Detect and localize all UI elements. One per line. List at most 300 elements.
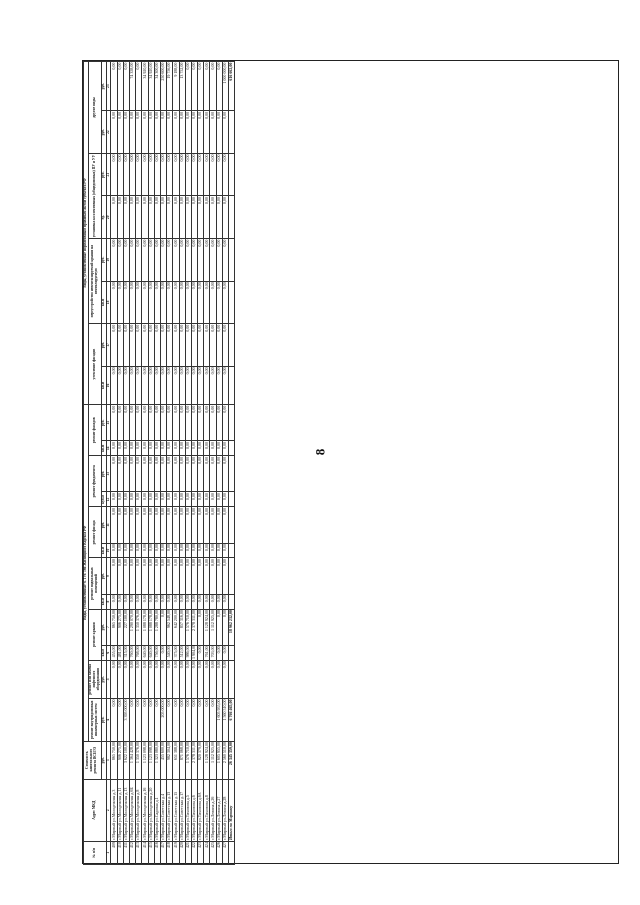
- row-zero-cell: 0,00: [117, 456, 123, 492]
- row-other: 0,00: [117, 62, 123, 111]
- unit-cell: кв.м: [101, 594, 106, 609]
- row-other: 1 000 000,00: [222, 62, 228, 111]
- header-facade-group: ремонт фасадов: [88, 405, 101, 456]
- row-zero-cell: 0,00: [154, 405, 160, 441]
- row-zero-cell: 0,00: [160, 558, 166, 594]
- row-zero-cell: 0,00: [111, 111, 117, 154]
- row-zero-cell: 0,00: [130, 324, 136, 367]
- unit-cell: руб.: [101, 62, 106, 111]
- subtotal-empty: [229, 366, 235, 404]
- header-foundation: ремонт фундамента: [88, 456, 101, 507]
- row-zero-cell: 0,00: [111, 405, 117, 441]
- column-number: 22: [106, 111, 111, 154]
- row-zero-cell: 0,00: [167, 111, 173, 154]
- row-systems: 1 560 510,00: [222, 698, 228, 741]
- row-number: 416: [154, 841, 160, 864]
- row-roof-area: 640,00: [148, 645, 154, 660]
- row-roof-cost: 1 112 925,00: [210, 609, 216, 645]
- row-zero-cell: 0,00: [117, 324, 123, 367]
- row-zero-cell: 0,00: [148, 153, 154, 196]
- row-zero-cell: 0,00: [179, 281, 185, 324]
- row-zero-cell: 0,00: [191, 366, 197, 404]
- row-zero-cell: 0,00: [142, 239, 148, 282]
- row-roof-area: 375,00: [173, 645, 179, 660]
- row-roof-cost: 1 088 178,00: [148, 609, 154, 645]
- row-zero-cell: 0,00: [160, 441, 166, 456]
- unit-cell: кв.м: [101, 366, 106, 404]
- row-zero-cell: 0,00: [160, 196, 166, 239]
- row-zero-cell: 0,00: [160, 239, 166, 282]
- row-zero-cell: 0,00: [130, 281, 136, 324]
- subtotal-empty: [229, 153, 235, 196]
- row-lift: 0,00: [160, 660, 166, 698]
- column-number: 2: [106, 779, 111, 841]
- row-zero-cell: 0,00: [142, 558, 148, 594]
- row-zero-cell: 0,00: [148, 405, 154, 441]
- row-roof-cost: 227 100,00: [123, 609, 129, 645]
- row-lift: 0,00: [148, 660, 154, 698]
- row-zero-cell: 0,00: [185, 594, 191, 609]
- row-zero-cell: 0,00: [222, 558, 228, 594]
- row-zero-cell: 0,00: [154, 543, 160, 558]
- row-zero-cell: 0,00: [142, 153, 148, 196]
- page-number: 8: [312, 448, 327, 456]
- row-zero-cell: 0,00: [154, 441, 160, 456]
- row-lift: 0,00: [191, 660, 197, 698]
- row-other: 34 300,00: [154, 62, 160, 111]
- row-zero-cell: 0,00: [136, 324, 142, 367]
- subtotal-roof: 18 962 232,00: [229, 609, 235, 645]
- header-roof: ремонт крыши: [88, 609, 101, 660]
- row-zero-cell: 0,00: [222, 153, 228, 196]
- row-zero-cell: 0,00: [154, 594, 160, 609]
- row-lift: 0,00: [154, 660, 160, 698]
- row-lift: 0,00: [117, 660, 123, 698]
- row-roof-cost: 0,00: [222, 609, 228, 645]
- row-zero-cell: 0,00: [210, 153, 216, 196]
- row-zero-cell: 0,00: [173, 111, 179, 154]
- subtotal-empty: [229, 111, 235, 154]
- row-zero-cell: 0,00: [142, 507, 148, 543]
- row-zero-cell: 0,00: [117, 558, 123, 594]
- row-zero-cell: 0,00: [111, 456, 117, 492]
- row-systems: 0,00: [111, 698, 117, 741]
- row-lift: 0,00: [222, 660, 228, 698]
- row-zero-cell: 0,00: [173, 594, 179, 609]
- row-lift: 0,00: [136, 660, 142, 698]
- row-zero-cell: 0,00: [160, 456, 166, 492]
- column-number: 10: [106, 543, 111, 558]
- row-zero-cell: 0,00: [222, 492, 228, 507]
- row-address: г.Мирный ул.Ленина д.28: [222, 779, 228, 841]
- row-roof-cost: 2 378 311,00: [191, 609, 197, 645]
- row-zero-cell: 0,00: [216, 366, 222, 404]
- row-lift: 0,00: [198, 660, 204, 698]
- subtotal-empty: [229, 441, 235, 456]
- subtotal-empty: [229, 281, 235, 324]
- row-zero-cell: 0,00: [142, 543, 148, 558]
- row-zero-cell: 0,00: [130, 507, 136, 543]
- unit-cell: кв.м: [101, 645, 106, 660]
- column-number: 12: [106, 492, 111, 507]
- row-zero-cell: 0,00: [167, 196, 173, 239]
- row-zero-cell: 0,00: [222, 111, 228, 154]
- row-total: 865 750,00: [111, 741, 117, 779]
- header-group-main: Виды, установленные ч. 1 ст. 166 Жилищного Кодекса РФ: [84, 405, 89, 741]
- row-zero-cell: 0,00: [154, 111, 160, 154]
- unit-cell: руб.: [101, 153, 106, 196]
- row-zero-cell: 0,00: [179, 558, 185, 594]
- column-number: 6: [106, 645, 111, 660]
- row-zero-cell: 0,00: [167, 405, 173, 441]
- row-zero-cell: 0,00: [123, 441, 129, 456]
- row-other: 0,00: [204, 62, 210, 111]
- row-zero-cell: 0,00: [167, 239, 173, 282]
- row-zero-cell: 0,00: [148, 111, 154, 154]
- row-zero-cell: 0,00: [222, 239, 228, 282]
- row-zero-cell: 0,00: [204, 324, 210, 367]
- row-number: 427: [222, 841, 228, 864]
- subtotal-row: [229, 62, 235, 865]
- row-zero-cell: 0,00: [179, 405, 185, 441]
- row-zero-cell: 0,00: [136, 543, 142, 558]
- row-zero-cell: 0,00: [117, 441, 123, 456]
- row-address: г.Мирный ул.Советская д.13: [167, 779, 173, 841]
- row-zero-cell: 0,00: [136, 239, 142, 282]
- row-zero-cell: 0,00: [198, 324, 204, 367]
- row-other: 0,00: [185, 62, 191, 111]
- unit-cell: руб.: [101, 741, 106, 779]
- row-zero-cell: 0,00: [136, 281, 142, 324]
- row-zero-cell: 0,00: [210, 543, 216, 558]
- row-total: 3 622 100,00: [123, 741, 129, 779]
- header-lift: ремонт или замена лифтового оборудования: [88, 660, 101, 698]
- unit-cell: кв.м: [101, 441, 106, 456]
- subtotal-empty: [229, 492, 235, 507]
- row-zero-cell: 0,00: [167, 324, 173, 367]
- row-zero-cell: 0,00: [148, 281, 154, 324]
- row-zero-cell: 0,00: [154, 324, 160, 367]
- row-roof-area: 0,00: [160, 645, 166, 660]
- unit-cell: руб.: [101, 558, 106, 594]
- row-zero-cell: 0,00: [210, 456, 216, 492]
- row-zero-cell: 0,00: [204, 558, 210, 594]
- row-roof-area: 761,00: [204, 645, 210, 660]
- row-total: 2 560 510,00: [222, 741, 228, 779]
- row-zero-cell: 0,00: [191, 196, 197, 239]
- row-roof-area: 512,00: [179, 645, 185, 660]
- subtotal-label: Итого по Мирному: [229, 779, 235, 841]
- row-zero-cell: 0,00: [179, 492, 185, 507]
- row-zero-cell: 0,00: [210, 441, 216, 456]
- row-zero-cell: 0,00: [130, 111, 136, 154]
- row-zero-cell: 0,00: [191, 441, 197, 456]
- row-zero-cell: 0,00: [142, 594, 148, 609]
- row-zero-cell: 0,00: [136, 507, 142, 543]
- row-roof-cost: 0,00: [160, 609, 166, 645]
- unit-cell: руб.: [101, 405, 106, 441]
- row-zero-cell: 0,00: [198, 594, 204, 609]
- row-zero-cell: 0,00: [179, 456, 185, 492]
- row-zero-cell: 0,00: [204, 153, 210, 196]
- row-roof-area: 540,00: [167, 645, 173, 660]
- row-lift: 0,00: [185, 660, 191, 698]
- row-systems: 0,00: [154, 698, 160, 741]
- row-zero-cell: 0,00: [173, 492, 179, 507]
- row-zero-cell: 0,00: [210, 558, 216, 594]
- row-zero-cell: 0,00: [222, 507, 228, 543]
- row-zero-cell: 0,00: [167, 366, 173, 404]
- row-zero-cell: 0,00: [216, 111, 222, 154]
- row-lift: 0,00: [216, 660, 222, 698]
- row-address: г.Мирный ул.Молодежная д.13: [123, 779, 129, 841]
- row-total: 1 350 376,00: [136, 741, 142, 779]
- header-facade: ремонт фасада: [88, 507, 101, 558]
- row-zero-cell: 0,00: [204, 366, 210, 404]
- row-total: 1 123 098,00: [142, 741, 148, 779]
- row-zero-cell: 0,00: [167, 543, 173, 558]
- row-zero-cell: 0,00: [130, 405, 136, 441]
- row-zero-cell: 0,00: [123, 594, 129, 609]
- row-zero-cell: 0,00: [148, 594, 154, 609]
- subtotal-empty: [229, 196, 235, 239]
- row-zero-cell: 0,00: [216, 594, 222, 609]
- row-zero-cell: 0,00: [198, 558, 204, 594]
- unit-cell: руб.: [101, 660, 106, 698]
- row-other: 9 188,00: [173, 62, 179, 111]
- row-zero-cell: 0,00: [222, 405, 228, 441]
- row-zero-cell: 0,00: [136, 594, 142, 609]
- row-zero-cell: 0,00: [111, 281, 117, 324]
- row-zero-cell: 0,00: [198, 153, 204, 196]
- row-systems: 3 395 000,00: [123, 698, 129, 741]
- row-zero-cell: 0,00: [154, 239, 160, 282]
- row-lift: 0,00: [142, 660, 148, 698]
- row-total: 1 123 098,00: [148, 741, 154, 779]
- unit-cell: руб.: [101, 239, 106, 282]
- row-other: 0,00: [136, 62, 142, 111]
- row-zero-cell: 0,00: [216, 281, 222, 324]
- row-zero-cell: 0,00: [160, 507, 166, 543]
- row-roof-area: 0,00: [222, 645, 228, 660]
- row-zero-cell: 0,00: [173, 558, 179, 594]
- row-lift: 0,00: [173, 660, 179, 698]
- row-total: 2 378 311,00: [191, 741, 197, 779]
- column-number: 23: [106, 62, 111, 111]
- row-zero-cell: 0,00: [173, 239, 179, 282]
- row-zero-cell: 0,00: [117, 543, 123, 558]
- row-zero-cell: 0,00: [191, 543, 197, 558]
- row-zero-cell: 0,00: [130, 543, 136, 558]
- row-number: 412: [130, 841, 136, 864]
- row-zero-cell: 0,00: [198, 405, 204, 441]
- row-zero-cell: 0,00: [191, 594, 197, 609]
- row-total: 651 388,00: [173, 741, 179, 779]
- row-zero-cell: 0,00: [148, 324, 154, 367]
- row-zero-cell: 0,00: [123, 111, 129, 154]
- row-zero-cell: 0,00: [123, 405, 129, 441]
- row-zero-cell: 0,00: [167, 594, 173, 609]
- unit-cell: руб.: [101, 324, 106, 367]
- row-zero-cell: 0,00: [148, 543, 154, 558]
- row-zero-cell: 0,00: [185, 324, 191, 367]
- row-zero-cell: 0,00: [160, 153, 166, 196]
- row-zero-cell: 0,00: [204, 441, 210, 456]
- row-zero-cell: 0,00: [204, 543, 210, 558]
- row-lift: 0,00: [111, 660, 117, 698]
- row-zero-cell: 0,00: [185, 558, 191, 594]
- header-meters: установка коллективных (общедомовых) ПУ и УУ: [88, 153, 101, 238]
- row-zero-cell: 0,00: [222, 594, 228, 609]
- row-zero-cell: 0,00: [136, 405, 142, 441]
- row-zero-cell: 0,00: [160, 111, 166, 154]
- row-zero-cell: 0,00: [191, 281, 197, 324]
- rotated-table-wrapper: [83, 61, 620, 865]
- row-zero-cell: 0,00: [204, 405, 210, 441]
- unit-cell: ед.: [101, 196, 106, 239]
- row-total: 455 600,00: [160, 741, 166, 779]
- row-zero-cell: 0,00: [154, 366, 160, 404]
- row-zero-cell: 0,00: [111, 196, 117, 239]
- row-address: г.Мирный ул.Тихонова д.5: [185, 779, 191, 841]
- row-zero-cell: 0,00: [117, 281, 123, 324]
- row-zero-cell: 0,00: [117, 196, 123, 239]
- row-zero-cell: 0,00: [179, 153, 185, 196]
- column-number: 5: [106, 660, 111, 698]
- column-number: 21: [106, 153, 111, 196]
- row-zero-cell: 0,00: [117, 111, 123, 154]
- row-zero-cell: 0,00: [154, 507, 160, 543]
- row-systems: 0,00: [130, 698, 136, 741]
- column-number: 1: [106, 841, 111, 864]
- row-total: 820 379,00: [198, 741, 204, 779]
- row-address: г.Мирный ул.Тихонова д.6А: [198, 779, 204, 841]
- column-number: 14: [106, 441, 111, 456]
- subtotal-systems: 6 766 465,00: [229, 698, 235, 741]
- row-zero-cell: 0,00: [198, 196, 204, 239]
- row-systems: 0,00: [148, 698, 154, 741]
- subtotal-empty: [229, 456, 235, 492]
- row-zero-cell: 0,00: [130, 441, 136, 456]
- row-roof-area: 455,00: [111, 645, 117, 660]
- row-zero-cell: 0,00: [185, 543, 191, 558]
- row-zero-cell: 0,00: [154, 492, 160, 507]
- subtotal-empty: [229, 558, 235, 594]
- row-other: 0,00: [198, 62, 204, 111]
- row-zero-cell: 0,00: [198, 456, 204, 492]
- row-zero-cell: 0,00: [185, 196, 191, 239]
- row-zero-cell: 0,00: [222, 456, 228, 492]
- column-number: 17: [106, 324, 111, 367]
- row-address: г.Мирный ул.Советская д.17: [179, 779, 185, 841]
- row-address: г.Мирный ул.Молодежная д.8: [136, 779, 142, 841]
- row-number: 418: [167, 841, 173, 864]
- row-zero-cell: 0,00: [130, 492, 136, 507]
- column-number: 3: [106, 741, 111, 779]
- row-zero-cell: 0,00: [167, 492, 173, 507]
- row-zero-cell: 0,00: [198, 366, 204, 404]
- row-lift: 0,00: [179, 660, 185, 698]
- header-systems: ремонт внутридомовых инженерных систем: [88, 698, 101, 741]
- row-lift: 0,00: [210, 660, 216, 698]
- row-zero-cell: 0,00: [185, 366, 191, 404]
- row-zero-cell: 0,00: [179, 239, 185, 282]
- row-zero-cell: 0,00: [148, 441, 154, 456]
- row-zero-cell: 0,00: [191, 239, 197, 282]
- row-systems: 0,00: [117, 698, 123, 741]
- unit-cell: кв.м: [101, 281, 106, 324]
- row-zero-cell: 0,00: [222, 281, 228, 324]
- unit-cell: руб.: [101, 456, 106, 492]
- row-zero-cell: 0,00: [148, 456, 154, 492]
- row-zero-cell: 0,00: [123, 281, 129, 324]
- row-zero-cell: 0,00: [191, 324, 197, 367]
- row-roof-cost: 1 576 710,00: [185, 609, 191, 645]
- row-zero-cell: 0,00: [210, 492, 216, 507]
- row-total: 1 112 925,00: [210, 741, 216, 779]
- subtotal-empty: [229, 239, 235, 282]
- row-roof-cost: 1 288 780,00: [154, 609, 160, 645]
- unit-cell: руб.: [101, 111, 106, 154]
- row-zero-cell: 0,00: [123, 507, 129, 543]
- row-zero-cell: 0,00: [142, 366, 148, 404]
- row-zero-cell: 0,00: [154, 153, 160, 196]
- row-address: г.Мирный ул.Молодежная д.16: [142, 779, 148, 841]
- row-roof-cost: 1 088 178,00: [142, 609, 148, 645]
- header-collective: переустройство невентилируемой крыши на вентилируемую: [88, 239, 101, 324]
- unit-cell: руб.: [101, 698, 106, 741]
- row-systems: 0,00: [198, 698, 204, 741]
- row-zero-cell: 0,00: [167, 558, 173, 594]
- row-zero-cell: 0,00: [222, 196, 228, 239]
- row-other: 0,00: [123, 62, 129, 111]
- row-zero-cell: 0,00: [117, 492, 123, 507]
- row-zero-cell: 0,00: [216, 405, 222, 441]
- unit-cell: куб.м: [101, 492, 106, 507]
- subtotal-empty: [229, 660, 235, 698]
- row-zero-cell: 0,00: [130, 239, 136, 282]
- row-roof-area: 0,00: [198, 645, 204, 660]
- row-total: 982 304,00: [167, 741, 173, 779]
- row-roof-area: 760,00: [130, 645, 136, 660]
- row-zero-cell: 0,00: [173, 366, 179, 404]
- row-total: 871 068,00: [179, 741, 185, 779]
- row-zero-cell: 0,00: [142, 441, 148, 456]
- row-zero-cell: 0,00: [204, 239, 210, 282]
- row-zero-cell: 0,00: [210, 405, 216, 441]
- row-zero-cell: 0,00: [210, 196, 216, 239]
- row-zero-cell: 0,00: [173, 456, 179, 492]
- row-zero-cell: 0,00: [210, 507, 216, 543]
- row-zero-cell: 0,00: [136, 153, 142, 196]
- row-zero-cell: 0,00: [222, 324, 228, 367]
- row-zero-cell: 0,00: [160, 281, 166, 324]
- column-number: 9: [106, 558, 111, 594]
- header-basement: ремонт подвальных помещений: [88, 558, 101, 609]
- row-roof-cost: 1 290 070,00: [130, 609, 136, 645]
- row-zero-cell: 0,00: [173, 153, 179, 196]
- row-address: г.Мирный ул.Молодежная д.11: [117, 779, 123, 841]
- row-systems: 0,00: [142, 698, 148, 741]
- row-zero-cell: 0,00: [216, 324, 222, 367]
- row-zero-cell: 0,00: [167, 456, 173, 492]
- row-zero-cell: 0,00: [198, 543, 204, 558]
- row-zero-cell: 0,00: [111, 239, 117, 282]
- row-zero-cell: 0,00: [136, 441, 142, 456]
- row-address: г.Мирный ул.Советская д.4: [160, 779, 166, 841]
- row-zero-cell: 0,00: [185, 153, 191, 196]
- row-zero-cell: 0,00: [123, 492, 129, 507]
